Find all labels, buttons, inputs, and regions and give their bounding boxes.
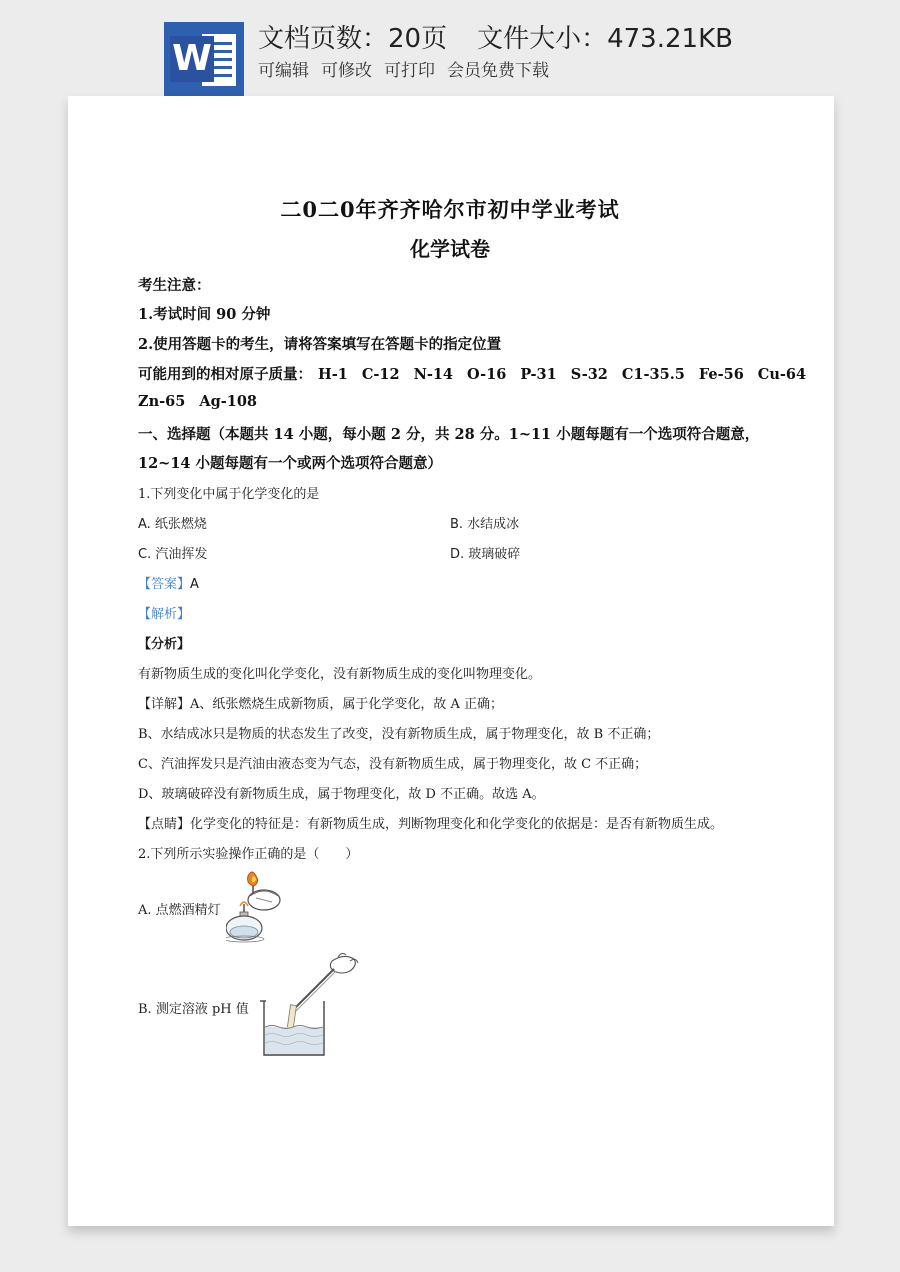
section-heading-cont: 12~14 小题每题有一个或两个选项符合题意） xyxy=(138,455,443,472)
q1-answer-line xyxy=(138,573,199,592)
file-stats xyxy=(258,18,733,55)
q2-stem: 2.下列所示实验操作正确的是（ ） xyxy=(138,847,359,862)
q1-option-c: C. 汽油挥发 xyxy=(138,547,208,562)
mass-s: S-32 xyxy=(570,366,608,383)
document-page xyxy=(68,96,834,1226)
detail-d: D、玻璃破碎没有新物质生成，属于物理变化，故 D 不正确。故选 A。 xyxy=(138,787,545,802)
exam-subtitle: 化学试卷 xyxy=(410,237,490,261)
q1-comment: 【点睛】化学变化的特征是：有新物质生成，判断物理变化和化学变化的依据是：是否有新物质生成。 xyxy=(138,817,724,832)
detail-c: C、汽油挥发只是汽油由液态变为气态，没有新物质生成，属于物理变化，故 C 不正确； xyxy=(138,757,648,772)
word-icon-letter: W xyxy=(170,36,214,82)
fenxi-text: 有新物质生成的变化叫化学变化，没有新物质生成的变化叫物理变化。 xyxy=(138,667,542,682)
document-info-banner xyxy=(0,0,900,96)
q2-option-b: B. 测定溶液 pH 值 xyxy=(138,1002,249,1017)
alcohol-lamp-figure xyxy=(226,866,308,944)
atomic-masses-label: 可能用到的相对原子质量： xyxy=(138,366,312,383)
mass-n: N-14 xyxy=(413,366,454,383)
analysis-tag: 【解析】 xyxy=(138,607,191,622)
word-document-icon xyxy=(164,22,244,96)
q1-option-a: A. 纸张燃烧 xyxy=(138,517,207,532)
detail-a: 【详解】A、纸张燃烧生成新物质，属于化学变化，故 A 正确； xyxy=(138,697,504,712)
mass-p: P-31 xyxy=(520,366,557,383)
q1-option-d: D. 玻璃破碎 xyxy=(450,547,521,562)
q2-option-a: A. 点燃酒精灯 xyxy=(138,903,221,918)
mass-zn: Zn-65 xyxy=(138,393,186,410)
mass-h: H-1 xyxy=(318,366,348,383)
detail-b: B、水结成冰只是物质的状态发生了改变，没有新物质生成，属于物理变化，故 B 不正确； xyxy=(138,727,660,742)
atomic-masses-line-2 xyxy=(138,393,271,410)
mass-fe: Fe-56 xyxy=(698,366,744,383)
answer-tag: 【答案】 xyxy=(138,577,191,592)
q1-option-b: B. 水结成冰 xyxy=(450,517,520,532)
mass-cl: C1-35.5 xyxy=(621,366,685,383)
feature-editable: 可编辑 xyxy=(258,61,309,81)
exam-title: 二0二0年齐齐哈尔市初中学业考试 xyxy=(280,197,620,222)
mass-ag: Ag-108 xyxy=(199,393,258,410)
file-size: 文件大小：473.21KB xyxy=(477,24,733,54)
mass-o: O-16 xyxy=(467,366,507,383)
notice-heading: 考生注意： xyxy=(138,277,211,294)
section-heading: 一、选择题（本题共 14 小题，每小题 2 分，共 28 分。1~11 小题每题有一个选项符合题意， xyxy=(138,426,760,443)
q1-answer: A xyxy=(190,577,199,592)
fenxi-tag: 【分析】 xyxy=(138,637,191,652)
q1-stem: 1.下列变化中属于化学变化的是 xyxy=(138,487,320,502)
feature-printable: 可打印 xyxy=(384,61,435,81)
notice-time: 1.考试时间 90 分钟 xyxy=(138,306,271,323)
atomic-masses-line xyxy=(138,363,820,384)
mass-cu: Cu-64 xyxy=(757,366,807,383)
notice-answer-card: 2.使用答题卡的考生，请将答案填写在答题卡的指定位置 xyxy=(138,336,502,353)
ph-test-figure xyxy=(254,951,364,1061)
feature-list xyxy=(258,56,561,81)
mass-c: C-12 xyxy=(361,366,400,383)
page-count: 文档页数：20页 xyxy=(258,24,448,54)
feature-modifiable: 可修改 xyxy=(321,61,372,81)
feature-member-download: 会员免费下载 xyxy=(447,61,549,81)
